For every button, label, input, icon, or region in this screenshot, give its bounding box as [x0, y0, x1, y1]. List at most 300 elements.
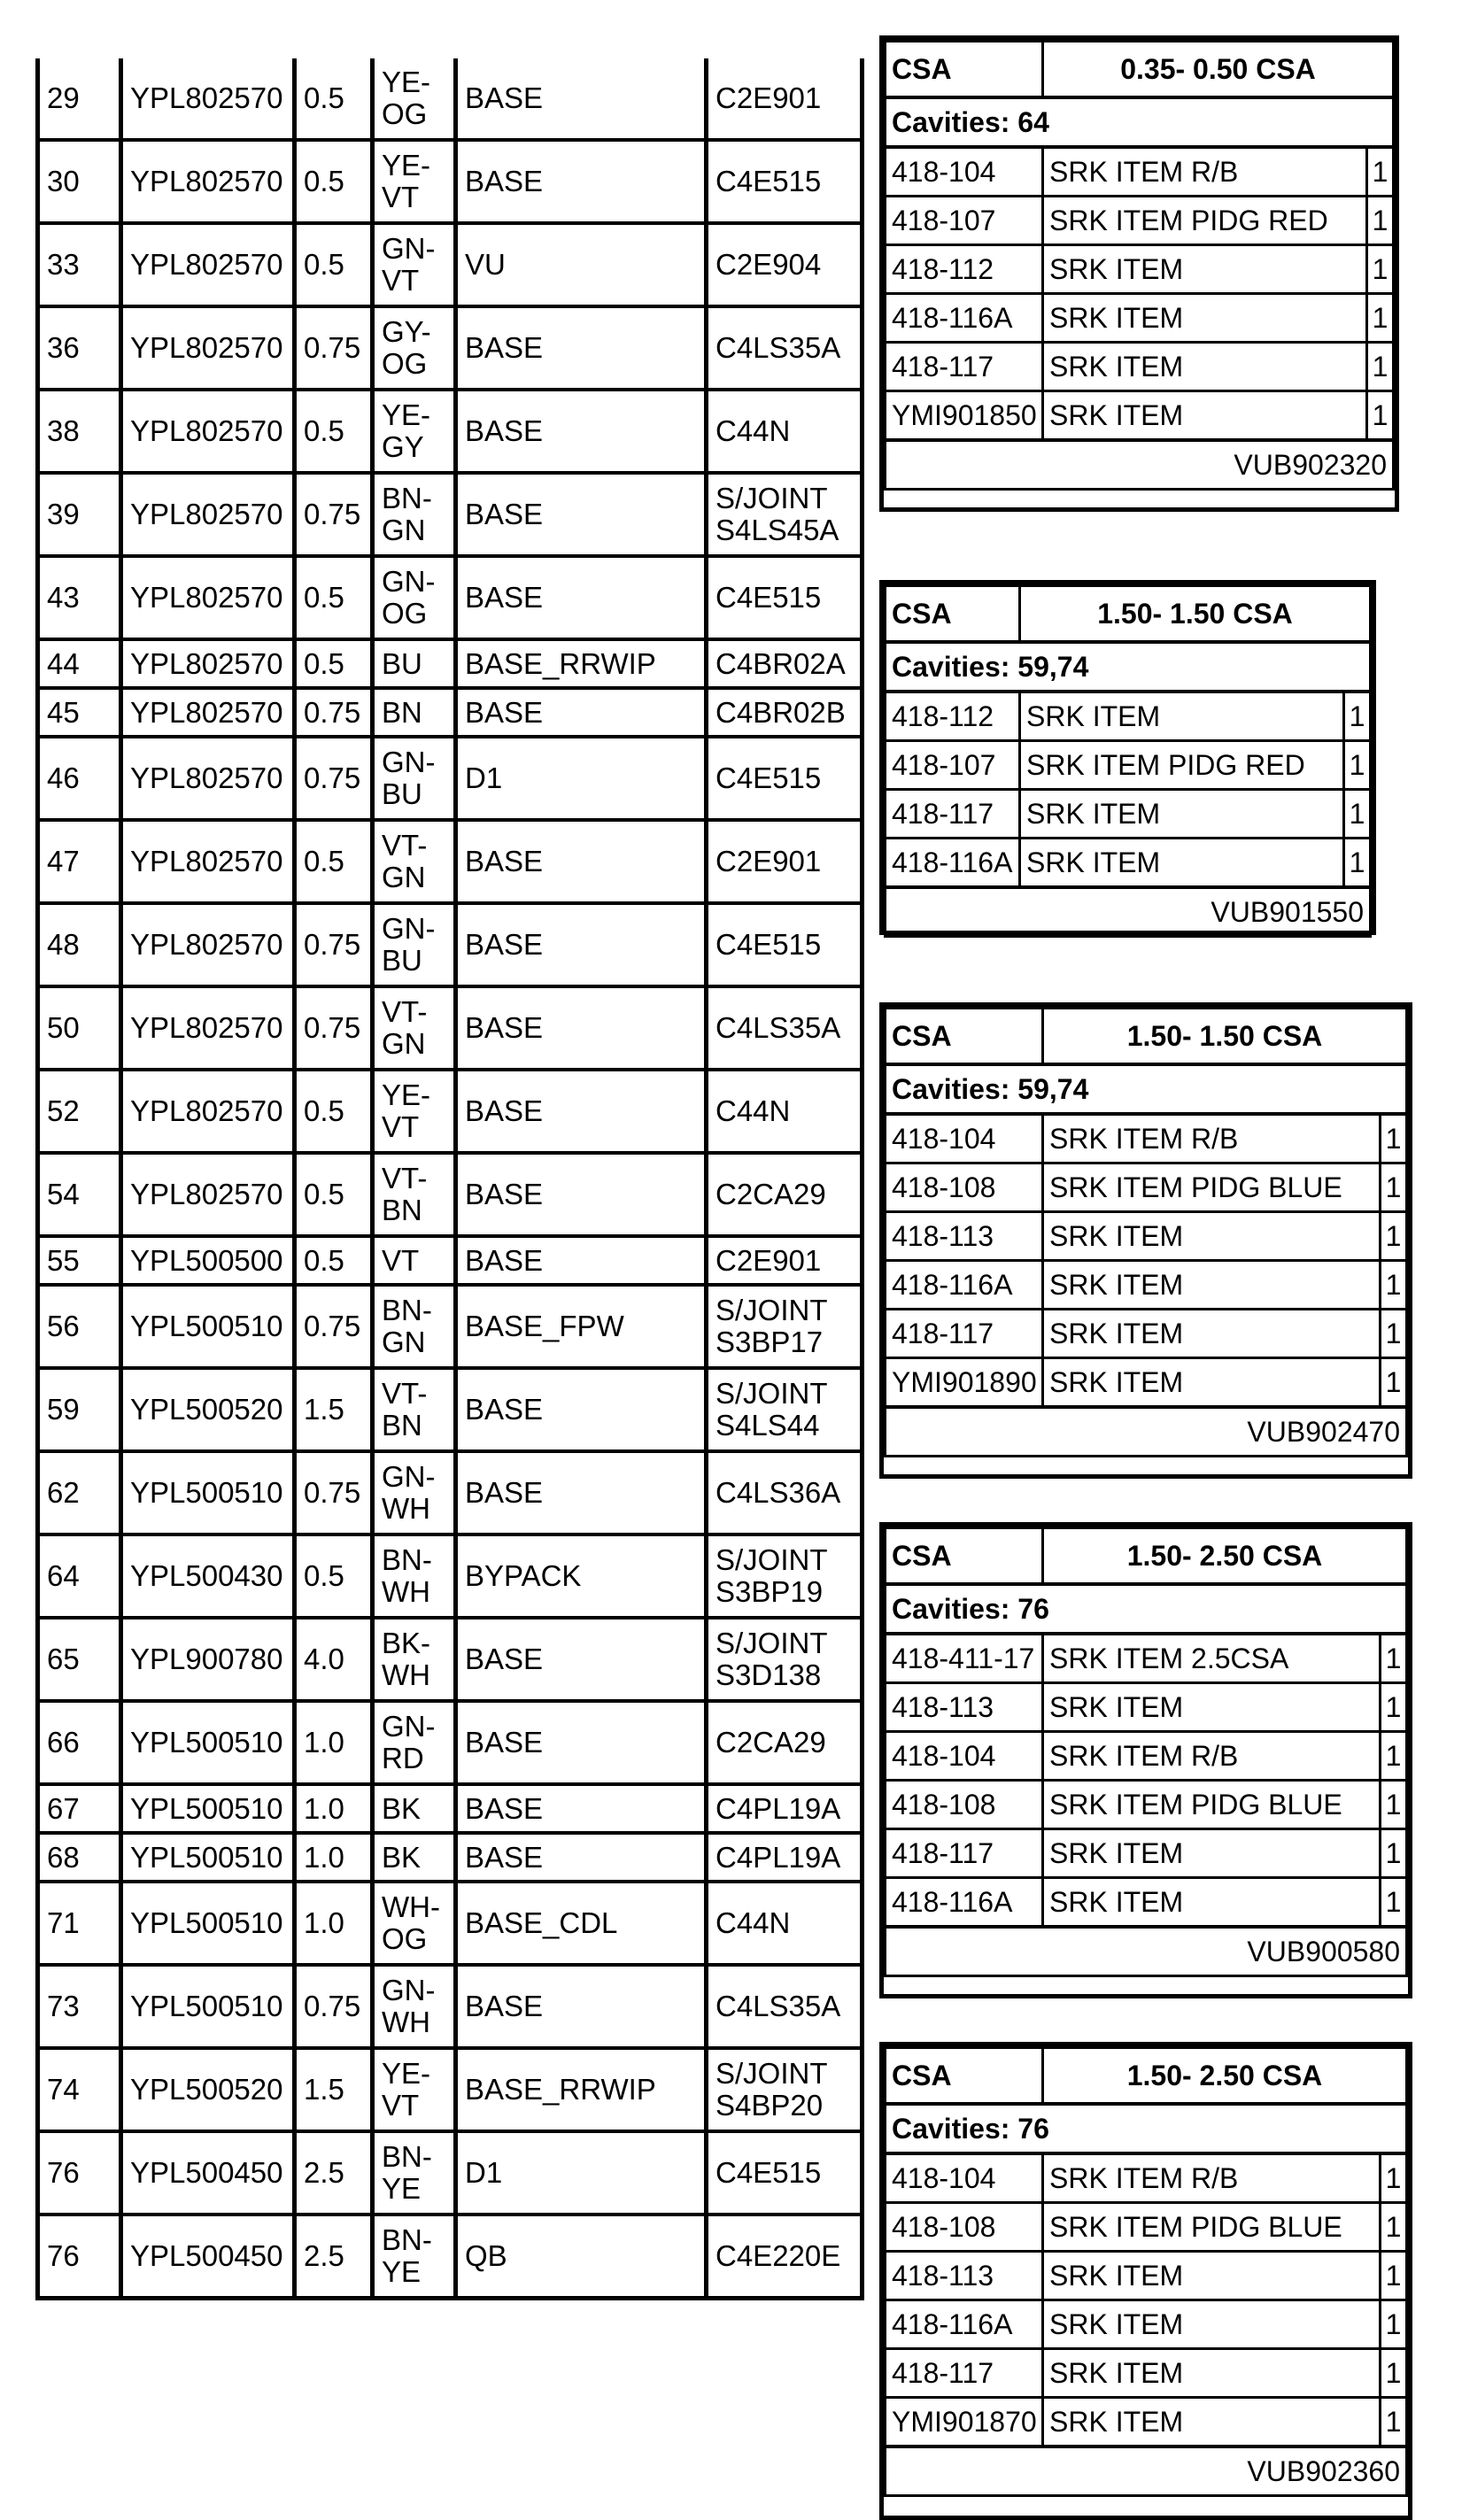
item-description: SRK ITEM: [1043, 294, 1367, 343]
wire-part-number: YPL802570: [121, 820, 295, 903]
table-row: [38, 223, 863, 306]
item-quantity: 1: [1381, 1634, 1407, 1683]
wire-color: [373, 2215, 456, 2299]
connector-item-row: [886, 2398, 1407, 2447]
wire-color: [373, 1882, 456, 1965]
wire-color: BK: [373, 1833, 456, 1882]
wire-type: BASE: [456, 1153, 707, 1236]
wire-destination: C2E901: [707, 1236, 863, 1285]
item-quantity: 1: [1367, 245, 1394, 294]
csa-range: 1.50- 1.50 CSA: [1043, 1009, 1407, 1065]
item-quantity: 1: [1381, 2203, 1407, 2252]
wire-color: [373, 390, 456, 473]
connector-box-2: [879, 580, 1376, 935]
wire-number: 29: [38, 58, 121, 140]
item-part-number: 418-108: [886, 1163, 1043, 1212]
wire-csa: 0.5: [295, 58, 373, 140]
item-description: SRK ITEM PIDG RED: [1043, 197, 1367, 245]
connector-item-row: [886, 1732, 1407, 1781]
wire-csa: 0.75: [295, 1451, 373, 1534]
wire-color-line-1: YE-: [382, 1078, 431, 1111]
wire-color-line-2: VT: [382, 2089, 420, 2122]
wire-destination: C4PL19A: [707, 1833, 863, 1882]
item-description: SRK ITEM R/B: [1043, 1732, 1381, 1781]
item-part-number: 418-116A: [886, 1878, 1043, 1928]
wire-type: BASE: [456, 140, 707, 223]
wire-number: 48: [38, 903, 121, 986]
item-quantity: 1: [1344, 790, 1371, 839]
connector-table: [884, 2046, 1408, 2497]
table-row: [38, 556, 863, 639]
wire-csa: 1.0: [295, 1882, 373, 1965]
wire-destination: [707, 1285, 863, 1368]
wire-number: 54: [38, 1153, 121, 1236]
wire-part-number: YPL500510: [121, 1965, 295, 2048]
wire-color: [373, 2048, 456, 2131]
wire-csa: 2.5: [295, 2131, 373, 2215]
wire-csa: 0.5: [295, 556, 373, 639]
wire-csa: 0.75: [295, 688, 373, 737]
wire-number: 62: [38, 1451, 121, 1534]
wire-destination-line-2: S3BP17: [716, 1326, 824, 1358]
connector-reference: VUB902320: [886, 440, 1394, 490]
wire-destination-line-1: S/JOINT: [716, 482, 828, 514]
wire-destination-line-1: S/JOINT: [716, 1294, 828, 1326]
wire-csa: 2.5: [295, 2215, 373, 2299]
table-row: [38, 2131, 863, 2215]
wire-part-number: YPL802570: [121, 58, 295, 140]
item-description: SRK ITEM: [1043, 1878, 1381, 1928]
wire-csa: 0.75: [295, 473, 373, 556]
wire-destination: C2E901: [707, 58, 863, 140]
item-quantity: 1: [1381, 1732, 1407, 1781]
wire-number: 74: [38, 2048, 121, 2131]
wire-destination: C4BR02B: [707, 688, 863, 737]
wire-type: BASE: [456, 688, 707, 737]
item-description: SRK ITEM: [1043, 1212, 1381, 1261]
wire-color-line-1: YE-: [382, 66, 431, 98]
table-row: [38, 820, 863, 903]
cavities-label: Cavities: 64: [886, 97, 1394, 147]
cavities-row: [886, 2104, 1407, 2153]
wire-color-line-2: BU: [382, 777, 422, 810]
item-part-number: 418-116A: [886, 2300, 1043, 2349]
wire-type: BASE: [456, 1701, 707, 1784]
item-description: SRK ITEM: [1043, 245, 1367, 294]
connector-item-row: [886, 2349, 1407, 2398]
wire-destination: C4E220E: [707, 2215, 863, 2299]
wire-part-number: YPL802570: [121, 223, 295, 306]
connector-item-row: [886, 2252, 1407, 2300]
connector-item-row: [886, 1310, 1407, 1358]
wire-csa: 0.75: [295, 1285, 373, 1368]
wire-destination: C4E515: [707, 903, 863, 986]
item-description: SRK ITEM: [1043, 343, 1367, 391]
wire-number: 65: [38, 1618, 121, 1701]
item-part-number: 418-113: [886, 1683, 1043, 1732]
wire-color-line-1: YE-: [382, 149, 431, 182]
wire-type: BASE: [456, 1236, 707, 1285]
wire-destination: C2E901: [707, 820, 863, 903]
table-row: [38, 737, 863, 820]
connector-item-row: [886, 1781, 1407, 1829]
wire-destination: C44N: [707, 1882, 863, 1965]
wire-csa: 0.75: [295, 986, 373, 1070]
wire-color: [373, 306, 456, 390]
item-part-number: 418-104: [886, 147, 1043, 197]
wire-csa: 0.5: [295, 140, 373, 223]
connector-item-row: [886, 1358, 1407, 1408]
wire-type: BASE: [456, 58, 707, 140]
wire-number: 47: [38, 820, 121, 903]
wire-destination-line-2: S3BP19: [716, 1575, 824, 1608]
cavities-row: [886, 1064, 1407, 1114]
wire-part-number: YPL802570: [121, 639, 295, 688]
wire-csa: 0.75: [295, 1965, 373, 2048]
wire-color: [373, 737, 456, 820]
wire-color-line-1: BN-: [382, 2223, 432, 2256]
item-description: SRK ITEM: [1020, 839, 1344, 888]
wire-destination: [707, 2048, 863, 2131]
wire-color: [373, 820, 456, 903]
item-part-number: 418-117: [886, 343, 1043, 391]
wire-part-number: YPL500430: [121, 1534, 295, 1618]
wire-destination-line-2: S3D138: [716, 1658, 822, 1691]
csa-label: CSA: [886, 586, 1020, 643]
item-part-number: 418-108: [886, 2203, 1043, 2252]
wire-destination: C4E515: [707, 140, 863, 223]
csa-label: CSA: [886, 1009, 1043, 1065]
wire-csa: 0.5: [295, 1070, 373, 1153]
connector-reference: VUB901550: [886, 887, 1371, 937]
wire-type: BASE_CDL: [456, 1882, 707, 1965]
item-part-number: 418-104: [886, 1732, 1043, 1781]
wire-destination: C4LS36A: [707, 1451, 863, 1534]
item-quantity: 1: [1367, 197, 1394, 245]
wire-destination: [707, 1618, 863, 1701]
item-part-number: 418-116A: [886, 839, 1020, 888]
wire-csa: 1.5: [295, 1368, 373, 1451]
wire-color: [373, 58, 456, 140]
wire-number: 46: [38, 737, 121, 820]
wire-part-number: YPL802570: [121, 306, 295, 390]
connector-header-row: [886, 1009, 1407, 1065]
connector-box-5: [879, 2042, 1412, 2520]
wire-color: [373, 1368, 456, 1451]
wire-part-number: YPL802570: [121, 140, 295, 223]
item-description: SRK ITEM R/B: [1043, 1114, 1381, 1163]
wire-color: [373, 473, 456, 556]
wire-color-line-1: GN-: [382, 912, 436, 945]
connector-item-row: [886, 1634, 1407, 1683]
wire-type: BASE: [456, 986, 707, 1070]
wire-part-number: YPL802570: [121, 1070, 295, 1153]
item-quantity: 1: [1381, 2398, 1407, 2447]
wire-color-line-2: BN: [382, 1409, 422, 1442]
item-description: SRK ITEM R/B: [1043, 2153, 1381, 2203]
table-row: [38, 2048, 863, 2131]
wire-number: 55: [38, 1236, 121, 1285]
connector-table: [884, 1007, 1408, 1457]
wire-destination: C44N: [707, 1070, 863, 1153]
connector-item-row: [886, 1683, 1407, 1732]
connector-header-row: [886, 42, 1394, 98]
item-description: SRK ITEM: [1043, 2300, 1381, 2349]
wire-number: 45: [38, 688, 121, 737]
wire-part-number: YPL802570: [121, 473, 295, 556]
wire-color-line-1: GN-: [382, 565, 436, 598]
wire-color-line-1: BN-: [382, 1294, 432, 1326]
wire-color: [373, 1534, 456, 1618]
wire-color-line-1: GN-: [382, 1460, 436, 1493]
wire-part-number: YPL500510: [121, 1451, 295, 1534]
wire-number: 64: [38, 1534, 121, 1618]
connector-table: [884, 40, 1395, 491]
table-row: [38, 903, 863, 986]
wire-destination: [707, 473, 863, 556]
wire-csa: 1.0: [295, 1784, 373, 1833]
table-row: [38, 639, 863, 688]
wire-color-line-2: GN: [382, 514, 426, 546]
wire-number: 38: [38, 390, 121, 473]
wire-csa: 1.5: [295, 2048, 373, 2131]
connector-box-3: [879, 1002, 1412, 1479]
item-quantity: 1: [1344, 839, 1371, 888]
wire-color: [373, 986, 456, 1070]
wire-color-line-2: GN: [382, 1027, 426, 1060]
item-part-number: 418-117: [886, 2349, 1043, 2398]
wire-destination: C2CA29: [707, 1153, 863, 1236]
connector-item-row: [886, 1878, 1407, 1928]
wire-csa: 0.5: [295, 639, 373, 688]
csa-range: 1.50- 2.50 CSA: [1043, 2048, 1407, 2105]
wire-color-line-1: YE-: [382, 2057, 431, 2090]
wire-color-line-2: VT: [382, 181, 420, 213]
item-quantity: 1: [1344, 741, 1371, 790]
wire-part-number: YPL500450: [121, 2131, 295, 2215]
table-row: [38, 306, 863, 390]
wire-type: BASE: [456, 1070, 707, 1153]
table-row: [38, 2215, 863, 2299]
wire-csa: 0.5: [295, 1236, 373, 1285]
wire-color: [373, 1285, 456, 1368]
wire-color: [373, 2131, 456, 2215]
item-part-number: 418-117: [886, 790, 1020, 839]
item-quantity: 1: [1381, 1878, 1407, 1928]
wire-destination-line-1: S/JOINT: [716, 2057, 828, 2090]
table-row: [38, 1618, 863, 1701]
wire-number: 39: [38, 473, 121, 556]
wire-part-number: YPL802570: [121, 903, 295, 986]
cavities-label: Cavities: 76: [886, 2104, 1407, 2153]
item-part-number: 418-117: [886, 1829, 1043, 1878]
table-row: [38, 1701, 863, 1784]
table-row: [38, 1236, 863, 1285]
connector-footer-row: [886, 440, 1394, 490]
item-description: SRK ITEM: [1020, 692, 1344, 741]
wire-color-line-2: YE: [382, 2172, 422, 2205]
wire-part-number: YPL500520: [121, 1368, 295, 1451]
wire-color-line-2: BN: [382, 1194, 422, 1226]
wire-color-line-1: BN-: [382, 1543, 432, 1576]
table-row: [38, 390, 863, 473]
wire-color: [373, 1451, 456, 1534]
csa-label: CSA: [886, 1528, 1043, 1585]
wire-destination: C4PL19A: [707, 1784, 863, 1833]
wire-type: BASE_FPW: [456, 1285, 707, 1368]
item-quantity: 1: [1381, 1781, 1407, 1829]
wire-destination-line-1: S/JOINT: [716, 1543, 828, 1576]
wire-destination: [707, 1368, 863, 1451]
wire-number: 56: [38, 1285, 121, 1368]
wire-type: BASE: [456, 306, 707, 390]
wire-color: BU: [373, 639, 456, 688]
wire-color-line-1: GN-: [382, 1710, 436, 1743]
item-description: SRK ITEM 2.5CSA: [1043, 1634, 1381, 1683]
connector-item-row: [886, 741, 1371, 790]
item-quantity: 1: [1381, 1163, 1407, 1212]
wire-csa: 0.5: [295, 223, 373, 306]
wire-color-line-1: WH-: [382, 1890, 440, 1923]
wire-number: 44: [38, 639, 121, 688]
wire-part-number: YPL802570: [121, 556, 295, 639]
wire-color-line-2: OG: [382, 97, 428, 130]
wire-destination-line-2: S4BP20: [716, 2089, 824, 2122]
wire-part-number: YPL900780: [121, 1618, 295, 1701]
wire-color-line-1: BN-: [382, 2140, 432, 2173]
table-row: [38, 986, 863, 1070]
wire-type: BASE: [456, 390, 707, 473]
wire-color: [373, 1701, 456, 1784]
wire-number: 68: [38, 1833, 121, 1882]
item-part-number: 418-104: [886, 1114, 1043, 1163]
wire-color: BK: [373, 1784, 456, 1833]
csa-range: 0.35- 0.50 CSA: [1043, 42, 1394, 98]
wire-color-line-2: WH: [382, 1575, 430, 1608]
wire-destination: C4BR02A: [707, 639, 863, 688]
item-part-number: 418-411-17: [886, 1634, 1043, 1683]
wire-csa: 0.75: [295, 903, 373, 986]
item-description: SRK ITEM: [1043, 2252, 1381, 2300]
item-quantity: 1: [1381, 2252, 1407, 2300]
wire-color-line-1: GN-: [382, 746, 436, 778]
wire-number: 33: [38, 223, 121, 306]
item-description: SRK ITEM: [1043, 1683, 1381, 1732]
wire-destination: C4LS35A: [707, 986, 863, 1070]
wire-color-line-2: WH: [382, 2006, 430, 2038]
item-quantity: 1: [1344, 692, 1371, 741]
table-row: [38, 1784, 863, 1833]
item-part-number: 418-113: [886, 2252, 1043, 2300]
connector-footer-row: [886, 887, 1371, 937]
item-part-number: 418-112: [886, 692, 1020, 741]
wire-part-number: YPL500450: [121, 2215, 295, 2299]
wire-csa: 1.0: [295, 1833, 373, 1882]
wire-part-number: YPL802570: [121, 737, 295, 820]
wire-number: 76: [38, 2215, 121, 2299]
wire-type: BASE: [456, 473, 707, 556]
wire-destination-line-2: S4LS45A: [716, 514, 839, 546]
csa-label: CSA: [886, 2048, 1043, 2105]
wire-color: [373, 903, 456, 986]
item-description: SRK ITEM R/B: [1043, 147, 1367, 197]
item-quantity: 1: [1367, 147, 1394, 197]
wire-color: [373, 1070, 456, 1153]
table-row: [38, 1153, 863, 1236]
connector-item-row: [886, 790, 1371, 839]
connector-box-1: [879, 35, 1399, 512]
item-quantity: 1: [1367, 294, 1394, 343]
wire-color-line-1: VT-: [382, 1377, 428, 1410]
wire-csa: 0.5: [295, 1534, 373, 1618]
wire-color-line-2: OG: [382, 347, 428, 380]
wire-color: [373, 556, 456, 639]
wire-type: VU: [456, 223, 707, 306]
table-row: [38, 1965, 863, 2048]
item-description: SRK ITEM: [1043, 2349, 1381, 2398]
table-row: [38, 1882, 863, 1965]
wire-number: 66: [38, 1701, 121, 1784]
wire-type: BASE_RRWIP: [456, 639, 707, 688]
wire-destination: C2E904: [707, 223, 863, 306]
table-row: [38, 140, 863, 223]
wire-csa: 0.5: [295, 390, 373, 473]
cavities-label: Cavities: 76: [886, 1584, 1407, 1634]
wire-number: 52: [38, 1070, 121, 1153]
cavities-label: Cavities: 59,74: [886, 642, 1371, 692]
connector-header-row: [886, 1528, 1407, 1585]
item-part-number: 418-112: [886, 245, 1043, 294]
item-part-number: 418-108: [886, 1781, 1043, 1829]
connector-footer-row: [886, 2447, 1407, 2496]
wire-color: [373, 1965, 456, 2048]
wire-color-line-2: OG: [382, 1922, 428, 1955]
item-quantity: 1: [1367, 343, 1394, 391]
wire-number: 59: [38, 1368, 121, 1451]
table-row: [38, 1451, 863, 1534]
wire-part-number: YPL802570: [121, 986, 295, 1070]
item-description: SRK ITEM: [1043, 1310, 1381, 1358]
wire-color-line-2: GY: [382, 430, 424, 463]
connector-footer-row: [886, 1927, 1407, 1976]
wire-color-line-1: GN-: [382, 232, 436, 265]
wire-color: [373, 140, 456, 223]
wire-color-line-2: VT: [382, 1110, 420, 1143]
wire-type: QB: [456, 2215, 707, 2299]
wire-csa: 0.5: [295, 820, 373, 903]
connector-item-row: [886, 1163, 1407, 1212]
connector-item-row: [886, 1829, 1407, 1878]
table-row: [38, 1534, 863, 1618]
item-part-number: 418-107: [886, 741, 1020, 790]
wire-color: [373, 1153, 456, 1236]
connector-item-row: [886, 839, 1371, 888]
cavities-row: [886, 642, 1371, 692]
connector-item-row: [886, 2300, 1407, 2349]
wire-color-line-1: YE-: [382, 398, 431, 431]
wire-csa: 0.5: [295, 1153, 373, 1236]
connector-table: [884, 584, 1372, 938]
csa-range: 1.50- 1.50 CSA: [1020, 586, 1371, 643]
wire-color: BN: [373, 688, 456, 737]
wire-color-line-2: GN: [382, 1326, 426, 1358]
wire-color-line-1: VT-: [382, 829, 428, 862]
connector-item-row: [886, 692, 1371, 741]
wire-type: BASE: [456, 1451, 707, 1534]
item-description: SRK ITEM: [1043, 1261, 1381, 1310]
table-row: [38, 1833, 863, 1882]
wire-color-line-2: VT: [382, 264, 420, 297]
